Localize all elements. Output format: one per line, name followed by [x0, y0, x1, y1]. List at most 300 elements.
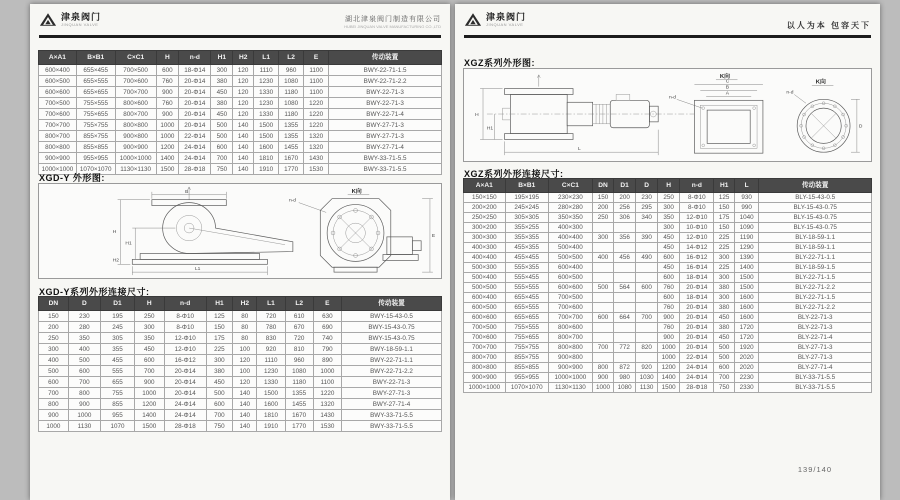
table-cell: 630: [313, 311, 341, 322]
table-header-row: [39, 51, 442, 65]
table-cell: 120: [233, 109, 254, 120]
column-header: n-d: [179, 51, 211, 65]
table-row: [464, 373, 872, 383]
table-cell: 1200: [156, 142, 179, 153]
table-cell: 1040: [734, 213, 758, 223]
table-cell: 555×455: [505, 273, 548, 283]
table-cell: [614, 263, 636, 273]
table-cell: 200: [614, 193, 636, 203]
table-cell: 1430: [304, 153, 329, 164]
table-cell: 1530: [304, 164, 329, 175]
table-row: [464, 273, 872, 283]
table-cell: 455: [101, 355, 135, 366]
table-cell: BLY-18-59-1.1: [759, 233, 872, 243]
table-cell: 900×800: [115, 131, 156, 142]
table-cell: 1500: [254, 131, 279, 142]
table-cell: 20-Φ14: [164, 388, 206, 399]
column-header: E: [313, 297, 341, 311]
table-cell: 355: [101, 344, 135, 355]
table-cell: 1810: [257, 410, 285, 421]
table-cell: 700×500: [115, 65, 156, 76]
table-cell: 16-Φ14: [680, 263, 714, 273]
column-header: H2: [233, 297, 257, 311]
table-cell: 300: [39, 344, 69, 355]
table-cell: 20-Φ14: [179, 109, 211, 120]
table-cell: 305: [101, 333, 135, 344]
square-bolt-holes: [702, 107, 756, 147]
dim-label-h: H: [475, 112, 479, 118]
table-cell: BWY-22-71-3: [329, 87, 442, 98]
table-cell: 1070: [101, 421, 135, 432]
table-row: [39, 131, 442, 142]
column-header: n-d: [680, 179, 714, 193]
table-cell: 300: [206, 355, 233, 366]
table-cell: 80: [233, 311, 257, 322]
table-cell: 400×400: [464, 253, 506, 263]
table-cell: 250: [134, 311, 164, 322]
table-cell: 140: [233, 120, 254, 131]
column-header: H1: [206, 297, 233, 311]
table-cell: 1355: [279, 131, 304, 142]
table-cell: 755: [101, 388, 135, 399]
table-cell: 1810: [254, 153, 279, 164]
table-cell: 1100: [304, 87, 329, 98]
table-cell: 20-Φ14: [680, 323, 714, 333]
table-cell: 20-Φ14: [179, 120, 211, 131]
table-cell: 100: [233, 344, 257, 355]
table-cell: 245×245: [505, 203, 548, 213]
table-cell: BWY-18-59-1.1: [341, 344, 441, 355]
table-cell: 300×300: [464, 233, 506, 243]
xgz-side-view: [475, 75, 694, 155]
xgz-round-flange-view: [786, 78, 862, 153]
table-cell: 12-Φ10: [680, 233, 714, 243]
table-cell: 600×500: [464, 303, 506, 313]
table-cell: 750: [211, 164, 233, 175]
table-cell: 150: [206, 322, 233, 333]
table-cell: 1600: [734, 313, 758, 323]
table-cell: 24-Φ14: [164, 399, 206, 410]
table-cell: 1110: [257, 355, 285, 366]
table-cell: 450: [714, 333, 734, 343]
table-cell: 1230: [254, 98, 279, 109]
table-row: [39, 399, 442, 410]
xgd-connection-table-title: XGD-Y系列外形连接尺寸:: [39, 287, 150, 297]
table-cell: BLY-22-71-3: [759, 323, 872, 333]
table-cell: [614, 303, 636, 313]
table-cell: 500×500: [548, 253, 592, 263]
table-cell: 1080: [279, 76, 304, 87]
table-cell: 300: [714, 293, 734, 303]
table-cell: 1220: [304, 120, 329, 131]
table-cell: 855: [101, 399, 135, 410]
table-cell: 150×150: [464, 193, 506, 203]
table-cell: 1220: [313, 388, 341, 399]
table-cell: 740: [313, 333, 341, 344]
table-cell: 700×500: [39, 98, 77, 109]
bolt-callout: n-d: [288, 198, 297, 204]
table-cell: 140: [233, 388, 257, 399]
table-cell: 120: [233, 377, 257, 388]
table-cell: 22-Φ14: [680, 353, 714, 363]
dim-label-a: A: [725, 91, 729, 97]
table-cell: 700×700: [39, 120, 77, 131]
table-row: [39, 98, 442, 109]
table-cell: 700×700: [464, 343, 506, 353]
table-cell: 800: [592, 363, 613, 373]
dim-label-d: D: [858, 124, 863, 130]
table-row: [464, 353, 872, 363]
table-cell: 1220: [304, 109, 329, 120]
dim-label-c: C: [725, 79, 730, 85]
table-cell: 120: [233, 76, 254, 87]
table-cell: 800×700: [39, 131, 77, 142]
table-cell: 700: [206, 410, 233, 421]
table-cell: 1330: [254, 87, 279, 98]
table-cell: BWY-33-71-5.5: [329, 153, 442, 164]
table-cell: 455×355: [505, 243, 548, 253]
table-cell: [614, 223, 636, 233]
table-cell: 28-Φ18: [680, 383, 714, 393]
table-cell: 600: [206, 399, 233, 410]
brand-logo: [464, 12, 526, 27]
table-cell: 400×300: [548, 223, 592, 233]
column-header: H: [658, 179, 680, 193]
table-cell: 1130: [68, 421, 100, 432]
table-cell: 900×900: [548, 363, 592, 373]
table-cell: 600: [134, 355, 164, 366]
table-cell: 600: [68, 366, 100, 377]
table-cell: 900: [658, 313, 680, 323]
brand-logo-icon: [464, 12, 482, 27]
table-cell: 20-Φ14: [179, 98, 211, 109]
table-cell: 990: [734, 203, 758, 213]
table-cell: 900: [68, 399, 100, 410]
table-cell: 930: [734, 193, 758, 203]
table-cell: 1770: [285, 421, 313, 432]
table-cell: 14-Φ12: [680, 243, 714, 253]
table-cell: 16-Φ12: [680, 253, 714, 263]
table-cell: 600: [658, 253, 680, 263]
table-cell: 1600: [254, 142, 279, 153]
table-cell: 600: [592, 313, 613, 323]
table-cell: [636, 243, 658, 253]
table-cell: 800×800: [548, 343, 592, 353]
table-cell: 760: [156, 76, 179, 87]
table-cell: 356: [614, 233, 636, 243]
table-cell: BWY-33-71-5.5: [341, 410, 441, 421]
view-direction-label-circle: K向: [815, 79, 826, 86]
catalog-page-right: [455, 4, 880, 500]
xgd-front-view: [289, 187, 436, 272]
table-cell: 1330: [254, 109, 279, 120]
table-cell: 1000: [156, 131, 179, 142]
table-cell: 350×350: [548, 213, 592, 223]
table-cell: 1720: [734, 323, 758, 333]
table-cell: 120: [233, 87, 254, 98]
brand-logo: [39, 12, 101, 27]
table-cell: 1500: [658, 383, 680, 393]
table-cell: [636, 323, 658, 333]
brand-logo-text: [61, 12, 101, 27]
table-cell: 960: [285, 355, 313, 366]
table-row: [464, 313, 872, 323]
table-cell: 500: [714, 343, 734, 353]
table-cell: [592, 293, 613, 303]
table-cell: 380: [211, 98, 233, 109]
table-cell: 380: [714, 283, 734, 293]
table-cell: 1200: [658, 363, 680, 373]
column-header: 传动装置: [329, 51, 442, 65]
column-header: H1: [211, 51, 233, 65]
table-cell: 1180: [279, 109, 304, 120]
table-cell: 24-Φ14: [179, 153, 211, 164]
table-cell: 800: [39, 399, 69, 410]
table-row: [464, 333, 872, 343]
table-cell: 1600: [734, 303, 758, 313]
table-cell: 150: [592, 193, 613, 203]
table-cell: 1000: [39, 421, 69, 432]
table-cell: 900: [156, 109, 179, 120]
table-cell: 140: [233, 410, 257, 421]
page-number: 139/140: [797, 465, 832, 474]
table-cell: 230: [636, 193, 658, 203]
table-cell: 810: [285, 344, 313, 355]
table-cell: 1070×1070: [76, 164, 115, 175]
table-row: [39, 87, 442, 98]
table-row: [464, 343, 872, 353]
dim-label-h2: H2: [112, 258, 119, 264]
table-cell: 1770: [279, 164, 304, 175]
table-cell: 772: [614, 343, 636, 353]
dim-label-l1: L1: [194, 267, 201, 273]
table-cell: 800: [68, 388, 100, 399]
table-cell: [592, 273, 613, 283]
bolt-callout-circle: n-d: [786, 90, 794, 96]
table-cell: BLY-15-43-0.75: [759, 203, 872, 213]
table-cell: [636, 333, 658, 343]
table-row: [39, 366, 442, 377]
table-cell: 300: [714, 273, 734, 283]
table-cell: 700: [211, 153, 233, 164]
table-cell: 1355: [279, 120, 304, 131]
table-cell: 1530: [313, 421, 341, 432]
table-cell: 490: [636, 253, 658, 263]
table-cell: 18-Φ14: [680, 293, 714, 303]
table-cell: 125: [714, 193, 734, 203]
table-cell: 600×400: [548, 263, 592, 273]
table-cell: 300×200: [464, 223, 506, 233]
column-header: L2: [285, 297, 313, 311]
table-cell: 700: [134, 366, 164, 377]
table-cell: 355×355: [505, 233, 548, 243]
table-row: [39, 410, 442, 421]
table-cell: 2020: [734, 363, 758, 373]
table-cell: BWY-22-71-2.2: [341, 366, 441, 377]
table-cell: 1230: [257, 366, 285, 377]
table-cell: 600: [658, 273, 680, 283]
table-cell: 1130×1130: [115, 164, 156, 175]
table-cell: [614, 353, 636, 363]
company-slogan: 以人为本 包容天下: [786, 21, 871, 30]
table-cell: 450: [206, 377, 233, 388]
table-cell: 195×195: [505, 193, 548, 203]
table-cell: 600×500: [39, 76, 77, 87]
table-cell: 1500: [257, 388, 285, 399]
table-cell: 1390: [734, 253, 758, 263]
table-cell: 500×300: [464, 263, 506, 273]
table-cell: 500: [714, 353, 734, 363]
table-cell: 400: [592, 253, 613, 263]
xgd-outline-drawing: [39, 184, 441, 278]
table-cell: BWY-22-71-4: [329, 109, 442, 120]
table-row: [39, 322, 442, 333]
xgd-connection-table-wrap: [38, 296, 442, 432]
table-cell: 1000×1000: [115, 153, 156, 164]
table-cell: 1500: [254, 120, 279, 131]
table-cell: 20-Φ14: [680, 313, 714, 323]
table-cell: 500: [206, 388, 233, 399]
table-cell: 955: [101, 410, 135, 421]
table-cell: 20-Φ14: [164, 366, 206, 377]
table-cell: 600: [714, 363, 734, 373]
table-cell: 1100: [304, 65, 329, 76]
table-cell: 455×455: [505, 253, 548, 263]
table-cell: 1190: [734, 233, 758, 243]
table-cell: [592, 303, 613, 313]
table-cell: [592, 323, 613, 333]
column-header: H: [134, 297, 164, 311]
table-cell: BWY-15-43-0.75: [341, 322, 441, 333]
table-cell: 790: [313, 344, 341, 355]
table-row: [464, 233, 872, 243]
table-cell: 610: [285, 311, 313, 322]
table-cell: [614, 323, 636, 333]
table-cell: 380: [206, 366, 233, 377]
table-cell: 890: [313, 355, 341, 366]
table-cell: 140: [233, 153, 254, 164]
table-cell: 295: [636, 203, 658, 213]
table-cell: 800×700: [548, 333, 592, 343]
table-row: [39, 344, 442, 355]
table-cell: 700×700: [548, 313, 592, 323]
table-cell: 450: [134, 344, 164, 355]
table-cell: 200: [592, 203, 613, 213]
table-cell: BWY-22-71-3: [341, 377, 441, 388]
table-cell: 350: [658, 213, 680, 223]
table-cell: 1000×1000: [464, 383, 506, 393]
table-cell: BLY-27-71-3: [759, 343, 872, 353]
table-cell: 600×400: [464, 293, 506, 303]
table-cell: 225: [206, 344, 233, 355]
catalog-page-left: [30, 4, 450, 500]
table-row: [39, 388, 442, 399]
table-cell: 760: [658, 323, 680, 333]
table-cell: 8-Φ10: [164, 322, 206, 333]
table-cell: 18-Φ14: [179, 65, 211, 76]
xgz-outline-figure: [463, 68, 872, 162]
table-cell: 855×755: [76, 131, 115, 142]
table-cell: 280: [68, 322, 100, 333]
table-cell: 900×900: [464, 373, 506, 383]
table-row: [464, 323, 872, 333]
table-cell: 250: [39, 333, 69, 344]
table-cell: 24-Φ14: [680, 373, 714, 383]
table-cell: 456: [614, 253, 636, 263]
table-cell: 500×400: [464, 273, 506, 283]
table-cell: 200×200: [464, 203, 506, 213]
brand-subtitle: JINQUAN VALVE: [61, 22, 99, 27]
table-cell: BLY-22-71-1.1: [759, 253, 872, 263]
table-cell: 800×800: [464, 363, 506, 373]
table-cell: 256: [614, 203, 636, 213]
table-cell: 400: [68, 344, 100, 355]
table-row: [39, 355, 442, 366]
table-cell: 750: [206, 421, 233, 432]
table-cell: 1320: [313, 399, 341, 410]
table-cell: 175: [714, 213, 734, 223]
table-cell: 24-Φ14: [179, 142, 211, 153]
table-cell: 1000: [313, 366, 341, 377]
table-cell: BWY-27-71-3: [329, 120, 442, 131]
table-row: [464, 253, 872, 263]
table-cell: 1290: [734, 243, 758, 253]
table-row: [464, 203, 872, 213]
table-cell: 900: [39, 410, 69, 421]
company-name-en: HUBEI JINQUAN VALVE MANUFACTURING CO.,LTD: [344, 24, 441, 29]
table-cell: 20-Φ14: [164, 377, 206, 388]
table-cell: 225: [714, 233, 734, 243]
table-cell: 555×555: [505, 283, 548, 293]
table-cell: BLY-27-71-4: [759, 363, 872, 373]
table-cell: 150: [714, 203, 734, 213]
table-cell: [592, 263, 613, 273]
table-row: [464, 213, 872, 223]
table-row: [464, 243, 872, 253]
table-cell: BWY-22-71-1.1: [341, 355, 441, 366]
table-cell: 1080: [285, 366, 313, 377]
table-cell: 195: [101, 311, 135, 322]
table-cell: [636, 293, 658, 303]
table-cell: 1670: [285, 410, 313, 421]
column-header: H1: [714, 179, 734, 193]
xgd-figure-title: XGD-Y 外形图:: [39, 173, 105, 183]
table-row: [464, 223, 872, 233]
table-cell: 225: [714, 243, 734, 253]
table-cell: 600: [636, 283, 658, 293]
table-cell: 755×655: [76, 109, 115, 120]
table-cell: 20-Φ14: [680, 303, 714, 313]
table-cell: 1180: [285, 377, 313, 388]
table-cell: BWY-22-71-3: [329, 98, 442, 109]
brand-logo-text: [486, 12, 526, 27]
dim-label-b: B: [185, 189, 189, 195]
table-cell: 24-Φ14: [164, 410, 206, 421]
table-cell: 1030: [636, 373, 658, 383]
table-cell: 855×855: [505, 363, 548, 373]
table-cell: 1330: [257, 377, 285, 388]
table-cell: 1000: [658, 343, 680, 353]
table-cell: BWY-27-71-3: [341, 388, 441, 399]
table-row: [39, 76, 442, 87]
table-cell: 1500: [156, 164, 179, 175]
column-header: L: [734, 179, 758, 193]
table-cell: 655: [101, 377, 135, 388]
table-cell: 28-Φ18: [164, 421, 206, 432]
table-row: [39, 311, 442, 322]
page-header: [39, 11, 441, 38]
table-cell: 500×500: [464, 283, 506, 293]
